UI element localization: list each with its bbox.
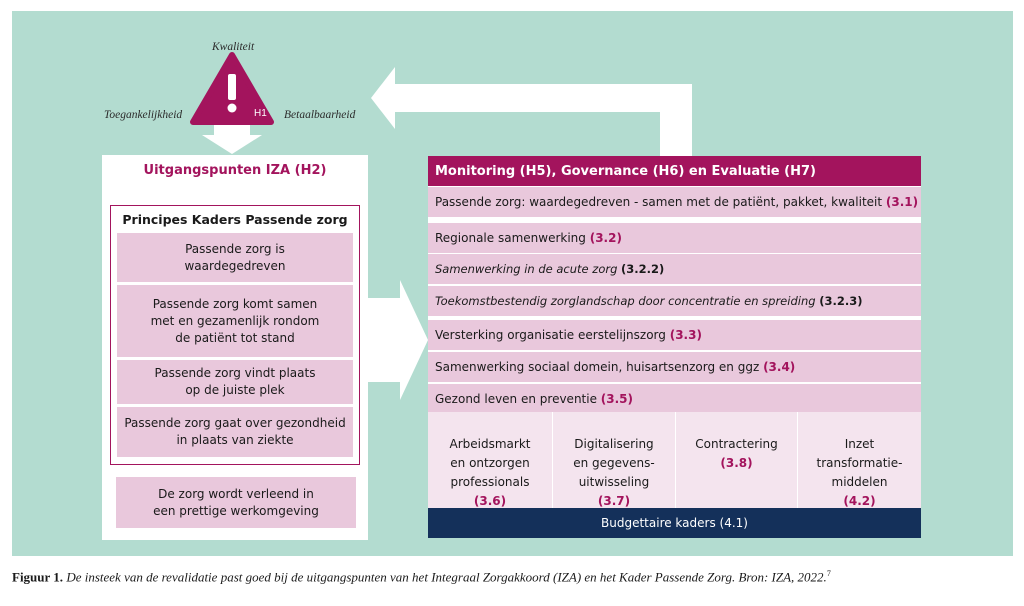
row-sociaal-domein <box>428 352 921 382</box>
themes-grid <box>428 412 921 508</box>
row-text: Versterking organisatie eerstelijnszorg <box>435 328 670 342</box>
label-kwaliteit: Kwaliteit <box>212 41 255 53</box>
row-acute-zorg <box>428 254 921 284</box>
row-text: Passende zorg: waardegedreven - samen met de patiënt, pakket, kwaliteit <box>435 195 886 209</box>
row-ref: (3.2.2) <box>621 262 665 276</box>
h1-badge: H1 <box>254 108 267 119</box>
row-text: Regionale samenwerking <box>435 231 590 245</box>
row-ref: (3.4) <box>763 360 796 374</box>
label-toegankelijkheid: Toegankelijkheid <box>104 109 183 121</box>
col-text: Digitalisering en gegevens- uitwisseling <box>573 437 655 489</box>
col-text: Arbeidsmarkt en ontzorgen professionals <box>449 437 531 489</box>
col-digitalisering <box>553 412 675 508</box>
row-preventie <box>428 384 921 414</box>
col-contractering <box>676 412 797 508</box>
caption-footnote: 7 <box>826 569 831 578</box>
row-text: Samenwerking sociaal domein, huisartsenzorg en ggz <box>435 360 764 374</box>
row-regionale-samenwerking <box>428 223 921 253</box>
budgettaire-kaders-bar: Budgettaire kaders (4.1) <box>428 508 921 538</box>
exclamation-dot <box>228 104 237 113</box>
monitoring-box <box>428 156 921 538</box>
row-ref: (3.2) <box>589 231 622 245</box>
figure-caption <box>12 569 1017 585</box>
exclamation-bar <box>228 74 236 100</box>
down-arrow-shape <box>202 124 262 154</box>
col-ref: (3.7) <box>597 494 631 508</box>
monitoring-header: Monitoring (H5), Governance (H6) en Evaluatie (H7) <box>428 156 921 186</box>
label-betaalbaarheid: Betaalbaarheid <box>284 109 356 121</box>
col-ref: (3.8) <box>720 456 753 470</box>
col-transformatiemiddelen <box>798 412 921 508</box>
row-text: Gezond leven en preventie <box>435 392 601 406</box>
principe-gezondheid: Passende zorg gaat over gezondheid in plaats van ziekte <box>117 407 353 457</box>
col-ref: (4.2) <box>843 494 876 508</box>
row-passende-zorg <box>428 187 921 217</box>
row-zorglandschap <box>428 286 921 316</box>
col-ref: (3.6) <box>473 494 507 508</box>
principes-title: Principes Kaders Passende zorg <box>122 212 348 227</box>
werkomgeving-box: De zorg wordt verleend in een prettige werkomgeving <box>116 477 356 528</box>
col-arbeidsmarkt <box>428 412 552 508</box>
col-text: Inzet transformatie- middelen <box>816 437 903 489</box>
row-ref: (3.5) <box>600 392 634 406</box>
principe-waardegedreven: Passende zorg is waardegedreven <box>117 233 353 282</box>
uitgangspunten-box <box>102 155 368 540</box>
row-ref: (3.1) <box>885 195 919 209</box>
row-ref: (3.2.3) <box>819 294 863 308</box>
principe-juiste-plek: Passende zorg vindt plaats op de juiste plek <box>117 360 353 404</box>
uitgangspunten-title: Uitgangspunten IZA (H2) <box>143 163 327 178</box>
row-text: Toekomstbestendig zorglandschap door concentratie en spreiding <box>435 294 820 308</box>
caption-body: De insteek van de revalidatie past goed bij de uitgangspunten van het Integraal Zorgakkoord (IZA) en het Kader Passende Zorg. Bron: IZA, 2022. <box>63 569 827 585</box>
col-text: Contractering <box>695 437 778 451</box>
feedback-arrow-shape <box>371 67 692 156</box>
row-eerstelijnszorg <box>428 320 921 350</box>
row-text: Samenwerking in de acute zorg <box>435 262 622 276</box>
caption-lead: Figuur 1. <box>12 569 64 585</box>
principes-box <box>110 205 360 465</box>
main-arrow-shape <box>368 280 428 400</box>
row-ref: (3.3) <box>669 328 702 342</box>
principe-samen-met-patient: Passende zorg komt samen met en gezamenlijk rondom de patiënt tot stand <box>117 285 353 357</box>
